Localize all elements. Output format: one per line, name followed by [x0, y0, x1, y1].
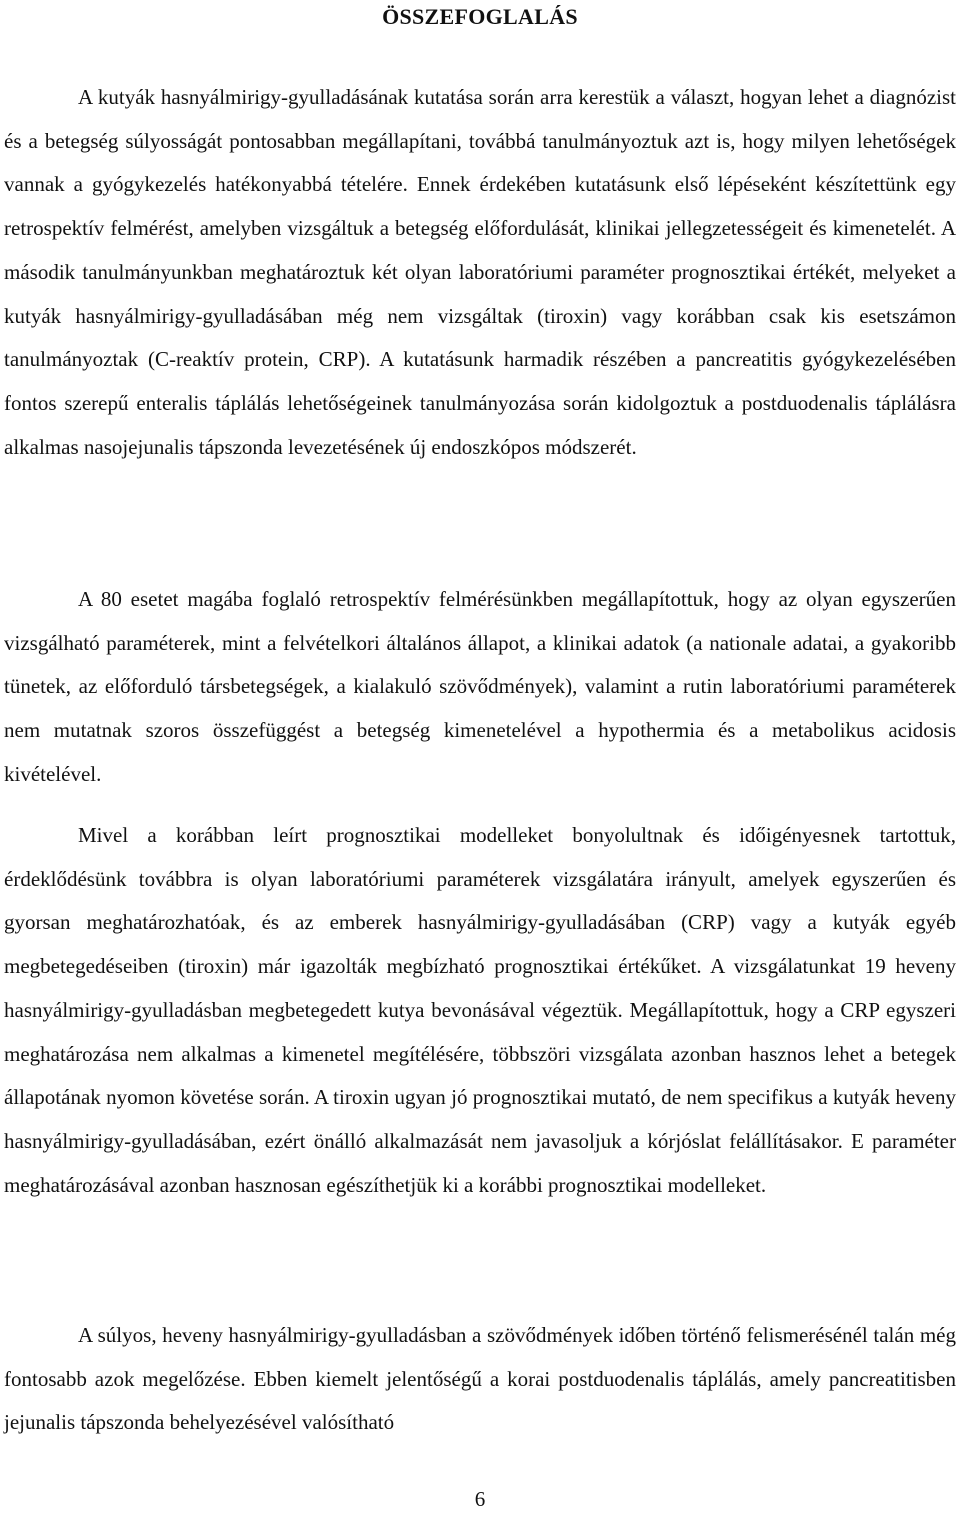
paragraph-summary-intro: A kutyák hasnyálmirigy-gyulladásának kutatása során arra kerestük a választ, hogyan lehet a diagnózist és a betegség súlyosságát pontosabban megállapítani, továbbá tanulmányoztuk azt is, hogy milyen lehetőségek vannak a gyógykezelés hatékonyabbá tételére. Ennek érdekében kutatásunk első lépéseként készítettünk egy retrospektív felmérést, amelyben vizsgáltuk a betegség előfordulását, klinikai jellegzetességeit és kimenetelét. A második tanulmányunkban meghatároztuk két olyan laboratóriumi paraméter prognosztikai értékét, melyeket a kutyák hasnyálmirigy-gyulladásában még nem vizsgáltak (tiroxin) vagy korábban csak kis esetszámon tanulmányoztak (C-reaktív protein, CRP). A kutatásunk harmadik részében a pancreatitis gyógykezelésében fontos szerepű enteralis táplálás lehetőségeinek tanulmányozása során kidolgoztuk a postduodenalis táplálásra alkalmas nasojejunalis tápszonda levezetésének új endoszkópos módszerét. — [4, 85, 956, 459]
paragraph-prognostic-parameters: Mivel a korábban leírt prognosztikai modelleket bonyolultnak és időigényesnek tartottuk, érdeklődésünk továbbra is olyan laboratóriumi paraméterek vizsgálatára irányult, amelyek egyszerűen és gyorsan meghatározhatóak, és az emberek hasnyálmirigy-gyulladásában (CRP) vagy a kutyák egyéb megbetegedéseiben (tiroxin) már igazolták megbízható prognosztikai értékűket. A vizsgálatunkat 19 heveny hasnyálmirigy-gyulladásban megbetegedett kutya bevonásával végeztük. Megállapítottuk, hogy a CRP egyszeri meghatározása nem alkalmas a kimenetel megítélésére, többszöri vizsgálata azonban hasznos lehet a betegek állapotának nyomon követése során. A tiroxin ugyan jó prognosztikai mutató, de nem specifikus a kutyák heveny hasnyálmirigy-gyulladásában, ezért önálló alkalmazását nem javasoljuk a kórjóslat felállításakor. E paraméter meghatározásával azonban hasznosan egészíthetjük ki a korábbi prognosztikai modelleket. — [4, 823, 956, 1197]
page-number: 6 — [474, 1487, 486, 1511]
paragraph-retrospective-survey: A 80 esetet magába foglaló retrospektív felmérésünkben megállapítottuk, hogy az olyan egyszerűen vizsgálható paraméterek, mint a felvételkori általános állapot, a klinikai adatok (a nationale adatai, a gyakoribb tünetek, az előforduló társbetegségek, a kialakuló szövődmények), valamint a rutin laboratóriumi paraméterek nem mutatnak szoros összefüggést a betegség kimenetelével a hypothermia és a metabolikus acidosis kivételével. — [4, 587, 956, 786]
paragraph-enteral-feeding: A súlyos, heveny hasnyálmirigy-gyulladásban a szövődmények időben történő felismerésénél talán még fontosabb azok megelőzése. Ebben kiemelt jelentőségű a korai postduodenalis táplálás, amely pancreatitisben jejunalis tápszonda behelyezésével valósítható — [4, 1323, 956, 1435]
page-title: ÖSSZEFOGLALÁS — [382, 4, 578, 29]
